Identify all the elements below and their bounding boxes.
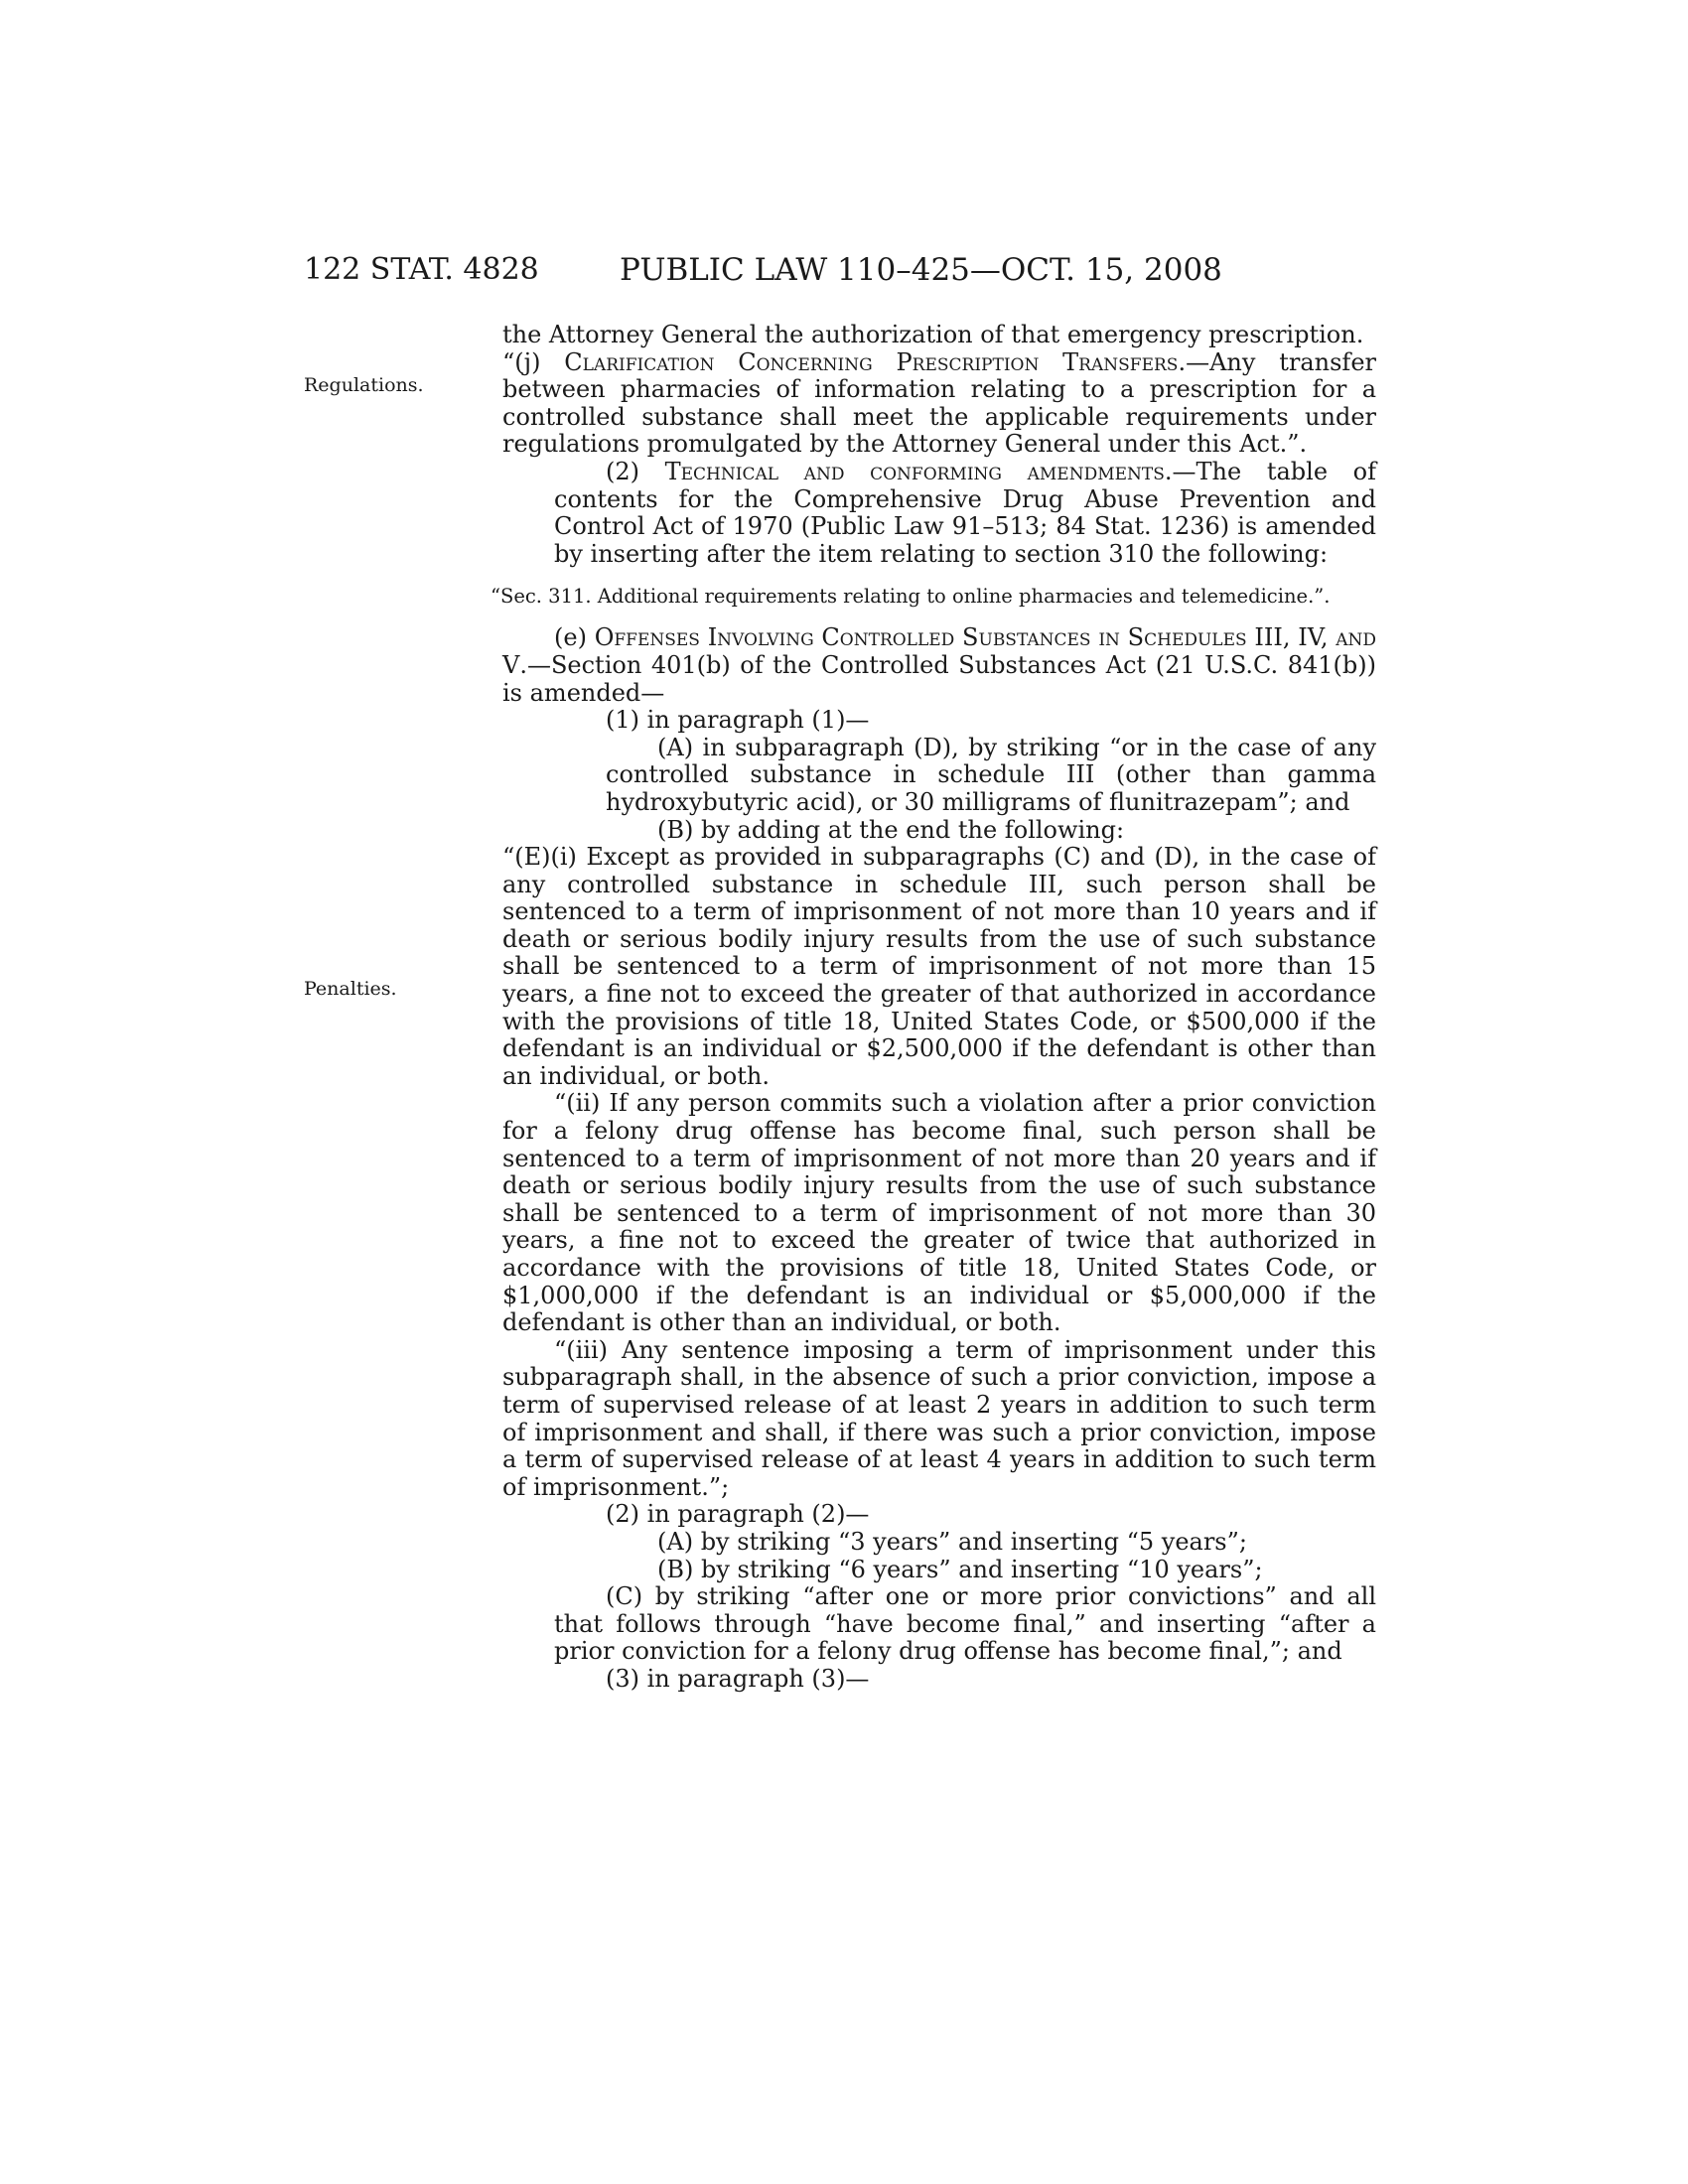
paragraph-3: (3) in paragraph (3)— [606, 1664, 870, 1693]
document-body [491, 321, 1376, 1694]
paragraph-subsection-e: (e) Offenses Involving Controlled Substances in Schedules III, IV, and V.—Section 401(b) of the Controlled Substances Act (21 U.S.C. 841(b)) is amended— [502, 623, 1376, 707]
paragraph-subsection-j: “(j) Clarification Concerning Prescription Transfers.—Any transfer between pharmacies of information relating to a prescription for a controlled substance shall meet the applicable requirements under regulations promulgated by the Attorney General under this Act.”. [502, 347, 1376, 459]
paragraph-technical-amendments: (2) Technical and conforming amendments.—The table of contents for the Comprehensive Drug Abuse Prevention and Control Act of 1970 (Public Law 91–513; 84 Stat. 1236) is amended by inserting after the item relating to section 310 the following: [554, 457, 1376, 568]
paragraph-e-ii: “(ii) If any person commits such a violation after a prior conviction for a felony drug offense has become final, such person shall be sentenced to a term of imprisonment of not more than 20 years and if death or serious bodily injury results from the use of such substance shall be sentenced to a term of imprisonment of not more than 30 years, a fine not to exceed the greater of twice that authorized in accordance with the provisions of title 18, United States Code, or $1,000,000 if the defendant is an individual or $5,000,000 if the defendant is other than an individual, or both. [502, 1089, 1376, 1337]
margin-note-regulations: Regulations. [304, 374, 424, 396]
paragraph-1-b: (B) by adding at the end the following: [657, 815, 1125, 844]
paragraph-e-i: “(E)(i) Except as provided in subparagraphs (C) and (D), in the case of any controlled substance in schedule III, such person shall be sentenced to a term of imprisonment of not more than 10 years and if death or serious bodily injury results from the use of such substance shall be sentenced to a term of imprisonment of not more than 15 years, a fine not to exceed the greater of that authorized in accordance with the provisions of title 18, United States Code, or $500,000 if the defendant is an individual or $2,500,000 if the defendant is other than an individual, or both. [502, 843, 1376, 1090]
margin-note-penalties: Penalties. [304, 978, 397, 1000]
stat-page-number: 122 STAT. 4828 [304, 252, 539, 287]
paragraph-1-a: (A) in subparagraph (D), by striking “or in the case of any controlled substance in schedule III (other than gamma hydroxybutyric acid), or 30 milligrams of flunitrazepam”; and [606, 733, 1376, 816]
heading-offenses-controlled-substances: Offenses Involving Controlled Substances in Schedules III, IV, and V [502, 623, 1376, 679]
heading-technical-amendments: Technical and conforming amendments [664, 457, 1165, 485]
paragraph-emergency-prescription: the Attorney General the authorization of that emergency prescription. [502, 321, 1364, 348]
paragraph-2-b: (B) by striking “6 years” and inserting “10 years”; [657, 1555, 1263, 1583]
paragraph-2: (2) in paragraph (2)— [606, 1500, 870, 1529]
public-law-title: PUBLIC LAW 110–425—OCT. 15, 2008 [620, 252, 1222, 288]
heading-prescription-transfers: Clarification Concerning Prescription Transfers [564, 347, 1179, 376]
paragraph-2-c: (C) by striking “after one or more prior convictions” and all that follows through “have become final,” and inserting “after a prior conviction for a felony drug offense has become final,”; and [554, 1582, 1376, 1666]
paragraph-2-a: (A) by striking “3 years” and inserting “5 years”; [657, 1527, 1247, 1556]
page-header [0, 250, 1688, 294]
toc-item-sec-311: “Sec. 311. Additional requirements relating to online pharmacies and telemedicine.”. [491, 585, 1331, 609]
paragraph-e-iii: “(iii) Any sentence imposing a term of imprisonment under this subparagraph shall, in the absence of such a prior conviction, impose a term of supervised release of at least 2 years in addition to such term of imprisonment and shall, if there was such a prior conviction, impose a term of supervised release of at least 4 years in addition to such term of imprisonment.”; [502, 1335, 1376, 1501]
paragraph-1: (1) in paragraph (1)— [606, 706, 870, 735]
